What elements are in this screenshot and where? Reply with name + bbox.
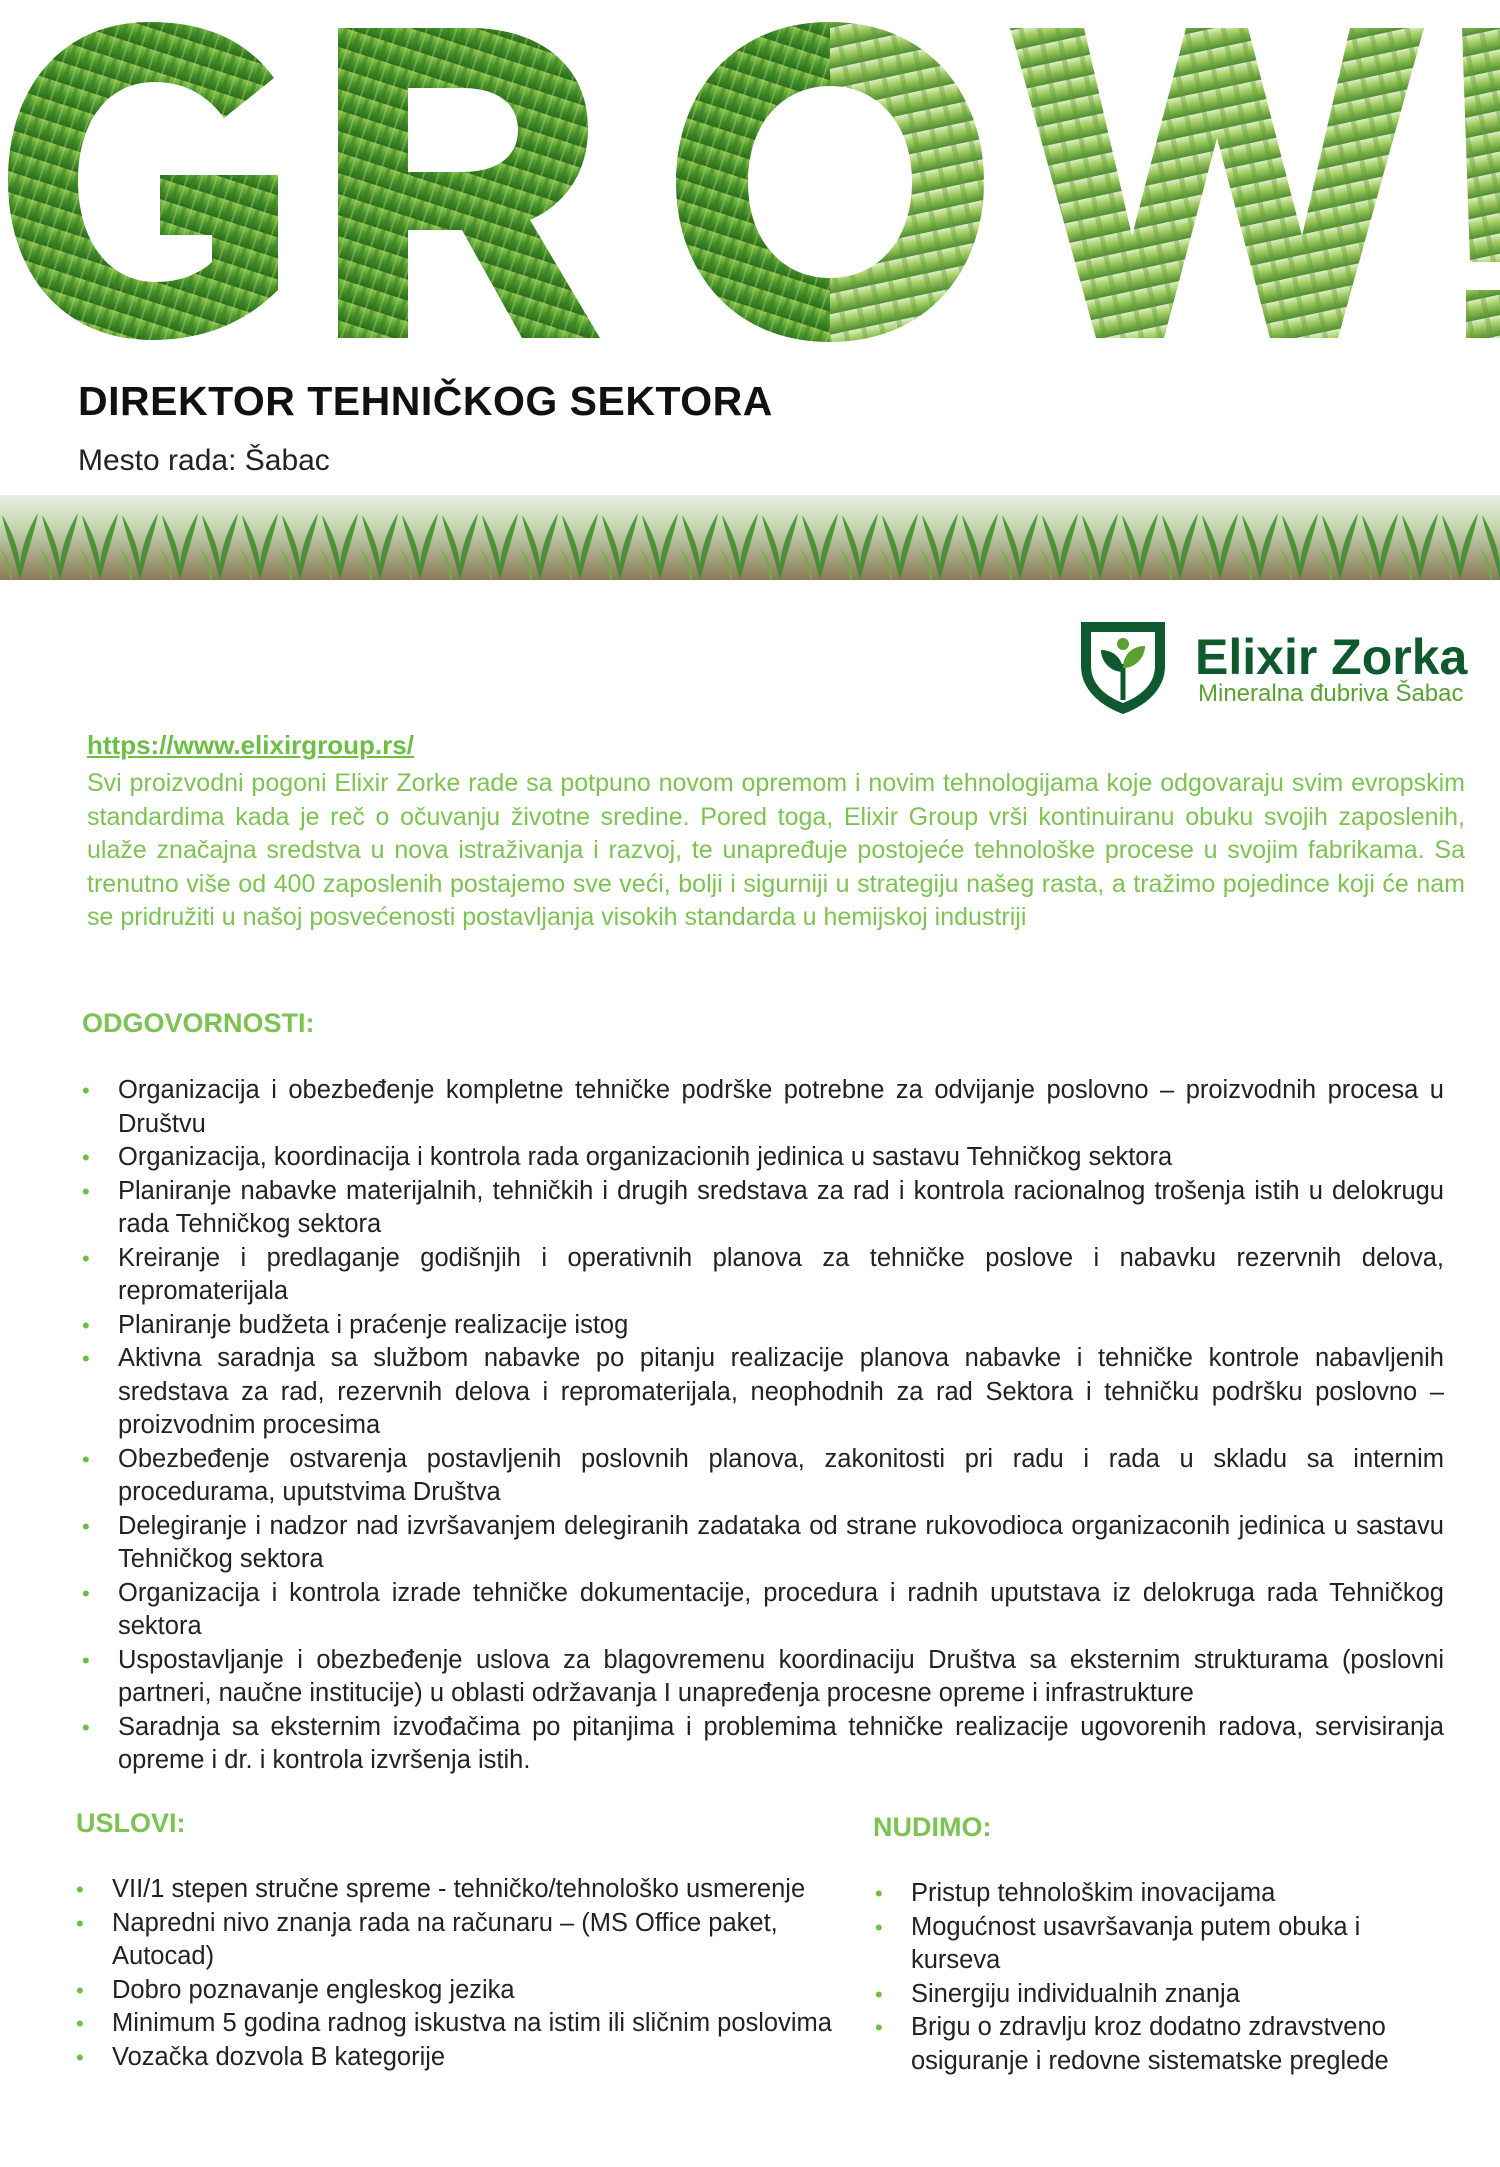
job-title: DIREKTOR TEHNIČKOG SEKTORA bbox=[78, 378, 773, 424]
list-item bbox=[82, 1242, 1444, 1309]
list-item-text: Pristup tehnološkim inovacijama bbox=[911, 1879, 1276, 1907]
bullet-icon: • bbox=[875, 1914, 883, 1940]
list-item-text: Saradnja sa eksternim izvođačima po pitanjima i problemima tehničke realizacije ugovorenih radova, servisiranja opreme i dr. i kontrola izvršenja istih. bbox=[118, 1712, 1444, 1774]
offer-list bbox=[875, 1877, 1435, 2078]
list-item bbox=[82, 1711, 1444, 1778]
letter-r bbox=[338, 28, 600, 338]
responsibilities-heading: ODGOVORNOSTI: bbox=[82, 1008, 315, 1038]
list-item bbox=[82, 1510, 1444, 1577]
list-item bbox=[82, 1342, 1444, 1443]
company-logo bbox=[1075, 612, 1468, 720]
list-item bbox=[82, 1175, 1444, 1242]
logo-name: Elixir Zorka bbox=[1195, 629, 1468, 685]
bullet-icon: • bbox=[82, 1245, 90, 1271]
list-item bbox=[76, 1907, 846, 1974]
list-item bbox=[82, 1577, 1444, 1644]
letter-g bbox=[8, 22, 278, 340]
company-intro: Svi proizvodni pogoni Elixir Zorke rade sa potpuno novom opremom i novim tehnologijama koje odgovaraju svim evropskim standardima kada je reč o očuvanju životne sredine. Pored toga, Elixir Group vrši kontinuiranu obuku svojih zaposlenih, ulaže značajna sredstva u nova istraživanja i razvoj, te unapređuje postojeće tehnološke procese u svojim fabrikama. Sa trenutno više od 400 zaposlenih postajemo sve veći, bolji i sigurniji u strategiju našeg rasta, a tražimo pojedince koji će nam se pridružiti u našoj posvećenosti postavljanja visokih standarda u hemijskoj industriji bbox=[87, 769, 1465, 931]
list-item bbox=[875, 1877, 1435, 1911]
list-item bbox=[82, 1644, 1444, 1711]
bullet-icon: • bbox=[875, 1981, 883, 2007]
company-website-link[interactable]: https://www.elixirgroup.rs/ bbox=[87, 730, 414, 760]
list-item-text: Kreiranje i predlaganje godišnjih i operativnih planova za tehničke poslove i nabavku rezervnih delova, repromaterijala bbox=[118, 1243, 1444, 1305]
bullet-icon: • bbox=[76, 2044, 84, 2070]
list-item-text: Planiranje nabavke materijalnih, tehničkih i drugih sredstava za rad i kontrola racionalnog trošenja istih u delokrugu rada Tehničkog sektora bbox=[118, 1176, 1444, 1238]
letter-o bbox=[676, 22, 830, 342]
job-location: Mesto rada: Šabac bbox=[78, 444, 330, 477]
leaf-shield-icon bbox=[1075, 616, 1171, 716]
bullet-icon: • bbox=[76, 2011, 84, 2036]
list-item-text: Mogućnost usavršavanja putem obuka i kurseva bbox=[911, 1912, 1361, 1974]
bullet-icon: • bbox=[76, 1910, 84, 1936]
conditions-heading: USLOVI: bbox=[76, 1808, 186, 1838]
list-item bbox=[76, 2007, 846, 2041]
bullet-icon: • bbox=[82, 1446, 90, 1472]
list-item-text: Organizacija i kontrola izrade tehničke dokumentacije, procedura i radnih uputstava iz delokruga rada Tehničkog sektora bbox=[118, 1578, 1444, 1640]
responsibilities-list bbox=[82, 1074, 1444, 1778]
list-item-text: Obezbeđenje ostvarenja postavljenih poslovnih planova, zakonitosti pri radu i rada u skladu sa internim procedurama, uputstvima Društva bbox=[118, 1444, 1444, 1506]
list-item bbox=[76, 1974, 846, 2008]
conditions-list bbox=[76, 1873, 846, 2074]
bullet-icon: • bbox=[82, 1714, 90, 1740]
bullet-icon: • bbox=[82, 1513, 90, 1539]
letter-w bbox=[1010, 28, 1424, 338]
list-item-text: Napredni nivo znanja rada na računaru – (MS Office paket, Autocad) bbox=[112, 1908, 778, 1970]
list-item bbox=[82, 1074, 1444, 1141]
list-item-text: Planiranje budžeta i praćenje realizacije istog bbox=[118, 1310, 629, 1339]
list-item-text: Aktivna saradnja sa službom nabavke po pitanju realizacije planova nabavke i tehničke kontrole nabavljenih sredstava za rad, rezervnih delova i repromaterijala, neophodnih za rad Sektora i tehničku podršku poslovno – proizvodnim procesima bbox=[118, 1344, 1444, 1439]
letter-exclamation bbox=[1462, 28, 1500, 262]
list-item bbox=[875, 2011, 1435, 2078]
list-item-text: Minimum 5 godina radnog iskustva na istim ili sličnim poslovima bbox=[112, 2009, 832, 2037]
bullet-icon: • bbox=[875, 1881, 883, 1906]
list-item-text: Delegiranje i nadzor nad izvršavanjem delegiranih zadataka od strane rukovodioca organizaconih jedinica u sastavu Tehničkog sektora bbox=[118, 1511, 1444, 1573]
list-item bbox=[76, 2041, 846, 2075]
list-item-text: Uspostavljanje i obezbeđenje uslova za blagovremenu koordinaciju Društva sa eksternim strukturama (poslovni partneri, naučne institucije) u oblasti održavanja I unapređenja procesne opreme i infrastrukture bbox=[118, 1645, 1444, 1707]
bullet-icon: • bbox=[82, 1078, 90, 1103]
list-item-text: Vozačka dozvola B kategorije bbox=[112, 2042, 446, 2071]
grow-banner-image bbox=[0, 0, 1500, 370]
bullet-icon: • bbox=[875, 2015, 883, 2040]
list-item bbox=[875, 1978, 1435, 2012]
offer-heading: NUDIMO: bbox=[873, 1812, 992, 1842]
list-item bbox=[76, 1873, 846, 1907]
list-item-text: Organizacija, koordinacija i kontrola rada organizacionih jedinica u sastavu Tehničkog sektora bbox=[118, 1143, 1173, 1171]
list-item-text: Dobro poznavanje engleskog jezika bbox=[112, 1975, 515, 2004]
bullet-icon: • bbox=[82, 1346, 90, 1371]
list-item-text: Sinergiju individualnih znanja bbox=[911, 1979, 1240, 2008]
bullet-icon: • bbox=[82, 1647, 90, 1673]
bullet-icon: • bbox=[82, 1580, 90, 1606]
bullet-icon: • bbox=[82, 1312, 90, 1338]
bullet-icon: • bbox=[76, 1877, 84, 1902]
bullet-icon: • bbox=[82, 1178, 90, 1204]
logo-tagline: Mineralna đubriva Šabac bbox=[1198, 680, 1464, 707]
list-item-text: VII/1 stepen stručne spreme - tehničko/tehnološko usmerenje bbox=[112, 1875, 806, 1903]
field-photo-strip bbox=[0, 495, 1500, 580]
list-item bbox=[82, 1141, 1444, 1175]
bullet-icon: • bbox=[82, 1145, 90, 1170]
list-item bbox=[875, 1911, 1435, 1978]
list-item bbox=[82, 1443, 1444, 1510]
list-item-text: Organizacija i obezbeđenje kompletne tehničke podrške potrebne za odvijanje poslovno – proizvodnih procesa u Društvu bbox=[118, 1076, 1444, 1138]
list-item bbox=[82, 1309, 1444, 1343]
bullet-icon: • bbox=[76, 1977, 84, 2003]
list-item-text: Brigu o zdravlju kroz dodatno zdravstveno osiguranje i redovne sistematske preglede bbox=[911, 2013, 1389, 2075]
